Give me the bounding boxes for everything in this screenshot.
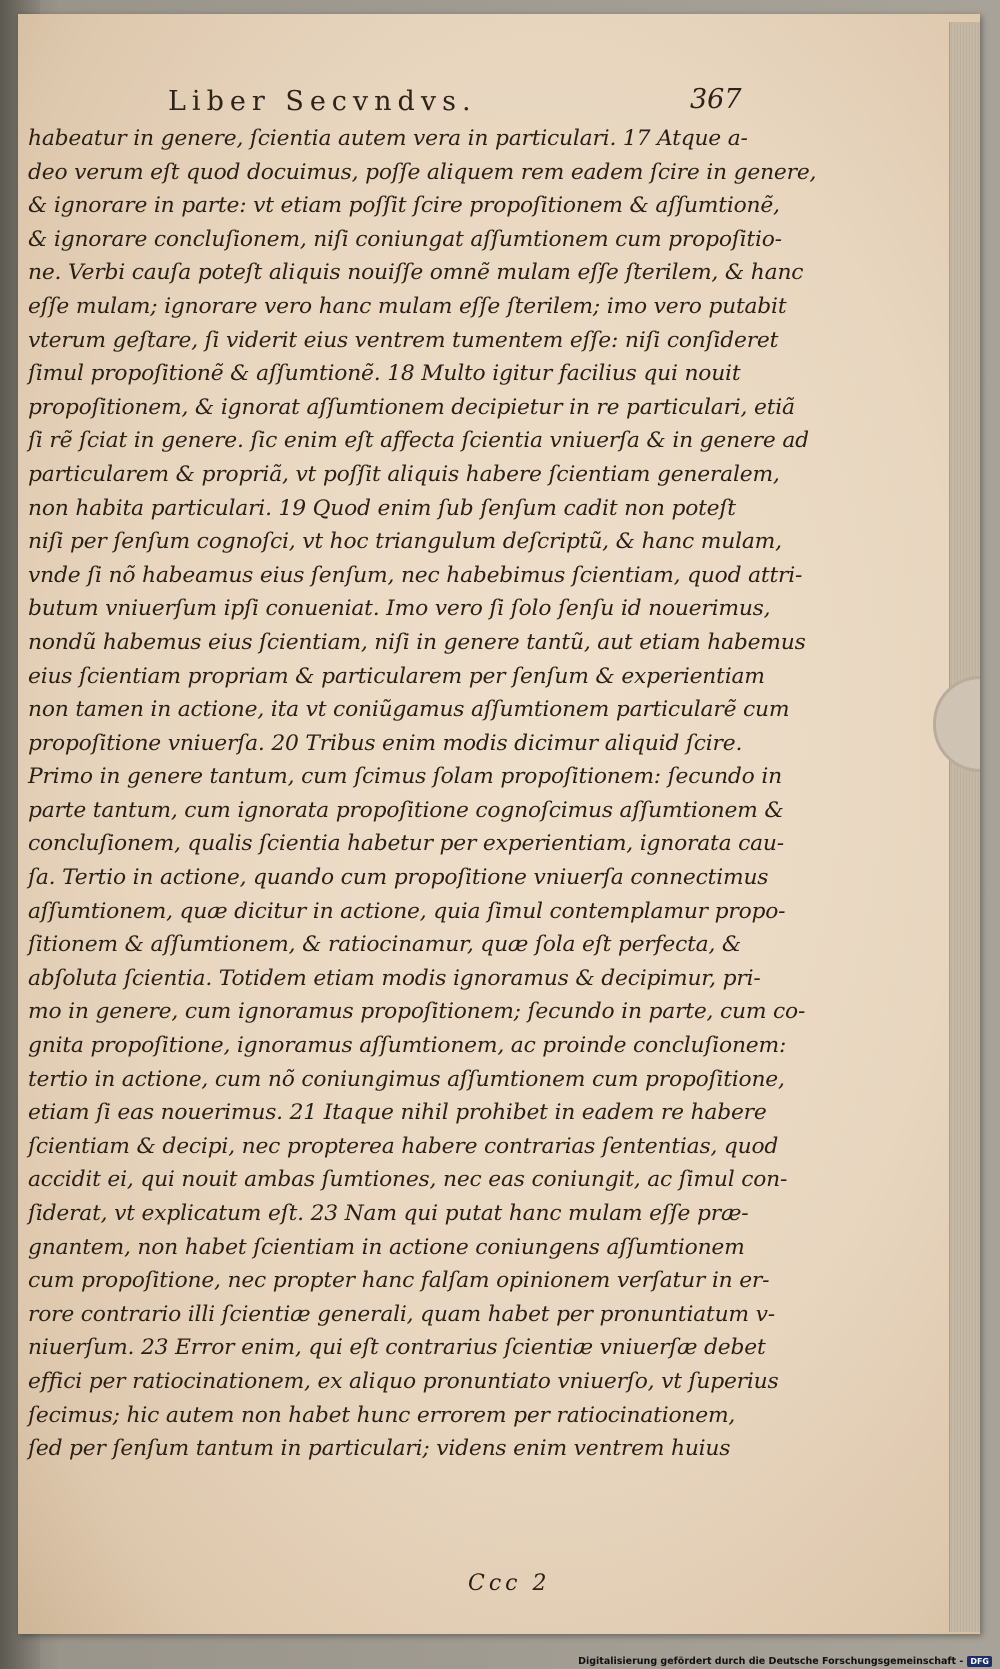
text-line: nondũ habemus eius ſcientiam, niſi in genere tantũ, aut etiam habemus: [28, 629, 806, 655]
text-line: rore contrario illi ſcientiæ generali, quam habet per pronuntiatum v-: [28, 1301, 775, 1327]
text-line: particularem & propriã, vt poſſit aliquis habere ſcientiam generalem,: [28, 461, 780, 487]
text-line: habeatur in genere, ſcientia autem vera in particulari. 17 Atque a-: [28, 126, 748, 151]
text-line: ſimul propoſitionẽ & aſſumtionẽ. 18 Multo igitur facilius qui nouit: [28, 361, 741, 387]
text-line: ſecimus; hic autem non habet hunc errorem per ratiocinationem,: [28, 1402, 736, 1428]
text-line: abſoluta ſcientia. Totidem etiam modis ignoramus & decipimur, pri-: [28, 965, 761, 991]
text-line: tertio in actione, cum nõ coniungimus aſſumtionem cum propoſitione,: [28, 1066, 785, 1092]
text-line: etiam ſi eas nouerimus. 21 Itaque nihil prohibet in eadem re habere: [28, 1100, 767, 1126]
text-line: ſitionem & aſſumtionem, & ratiocinamur, quæ ſola eſt perfecta, &: [28, 932, 742, 958]
text-line: aſſumtionem, quæ dicitur in actione, quia ſimul contemplamur propo-: [28, 898, 786, 924]
body-text: [28, 122, 817, 1466]
text-line: butum vniuerſum ipſi conueniat. Imo vero ſi ſolo ſenſu id nouerimus,: [28, 596, 771, 622]
text-line: & ignorare in parte: vt etiam poſſit ſcire propoſitionem & aſſumtionẽ,: [28, 193, 780, 219]
signature-mark: Ccc 2: [468, 1571, 551, 1596]
text-line: mo in genere, cum ignoramus propoſitionem; ſecundo in parte, cum co-: [28, 999, 806, 1025]
dfg-logo-icon: DFG: [967, 1656, 992, 1667]
text-line: ſed per ſenſum tantum in particulari; videns enim ventrem huius: [28, 1436, 731, 1462]
text-line: ſiderat, vt explicatum eſt. 23 Nam qui putat hanc mulam eſſe præ-: [28, 1201, 749, 1226]
text-line: effici per ratiocinationem, ex aliquo pronuntiato vniuerſo, vt ſuperius: [28, 1368, 779, 1394]
text-line: vterum geſtare, ſi viderit eius ventrem tumentem eſſe: niſi conſideret: [28, 327, 779, 353]
text-line: propoſitionem, & ignorat aſſumtionem decipietur in re particulari, etiã: [28, 394, 795, 420]
text-line: & ignorare concluſionem, niſi coniungat aſſumtionem cum propoſitio-: [28, 226, 782, 252]
text-line: concluſionem, qualis ſcientia habetur per experientiam, ignorata cau-: [28, 831, 784, 857]
text-line: propoſitione vniuerſa. 20 Tribus enim modis dicimur aliquid ſcire.: [28, 730, 743, 756]
text-line: niſi per ſenſum cognoſci, vt hoc triangulum deſcriptũ, & hanc mulam,: [28, 529, 782, 555]
footer-credit-text: Digitalisierung gefördert durch die Deutsche Forschungsgemeinschaft -: [578, 1656, 964, 1667]
text-line: cum propoſitione, nec propter hanc falſam opinionem verſatur in er-: [28, 1268, 770, 1294]
text-line: ſcientiam & decipi, nec propterea habere contrarias ſententias, quod: [28, 1133, 779, 1159]
page-fore-edge: [949, 22, 980, 1632]
page-number: 367: [690, 84, 742, 115]
text-line: parte tantum, cum ignorata propoſitione cognoſcimus aſſumtionem &: [28, 797, 784, 823]
text-line: non habita particulari. 19 Quod enim ſub ſenſum cadit non poteſt: [28, 495, 736, 521]
digitization-credit: [578, 1656, 992, 1667]
text-line: non tamen in actione, ita vt coniũgamus aſſumtionem particularẽ cum: [28, 697, 790, 723]
text-line: niuerſum. 23 Error enim, qui eſt contrarius ſcientiæ vniuerſæ debet: [28, 1335, 766, 1361]
text-line: ſi rẽ ſciat in genere. ſic enim eſt affecta ſcientia vniuerſa & in genere ad: [28, 428, 809, 454]
text-line: eius ſcientiam propriam & particularem per ſenſum & experientiam: [28, 663, 765, 689]
running-header: Liber Secvndvs.: [168, 86, 477, 117]
text-line: ne. Verbi cauſa poteſt aliquis nouiſſe omnẽ mulam eſſe ſterilem, & hanc: [28, 260, 804, 286]
text-line: accidit ei, qui nouit ambas ſumtiones, nec eas coniungit, ac ſimul con-: [28, 1167, 788, 1193]
text-line: eſſe mulam; ignorare vero hanc mulam eſſe ſterilem; imo vero putabit: [28, 293, 787, 319]
text-line: vnde ſi nõ habeamus eius ſenſum, nec habebimus ſcientiam, quod attri-: [28, 562, 803, 588]
text-line: Primo in genere tantum, cum ſcimus ſolam propoſitionem: ſecundo in: [28, 764, 782, 790]
text-line: gnantem, non habet ſcientiam in actione coniungens aſſumtionem: [28, 1234, 745, 1260]
clasp-ring-icon: [933, 676, 980, 772]
text-line: gnita propoſitione, ignoramus aſſumtionem, ac proinde concluſionem:: [28, 1033, 787, 1059]
text-line: ſa. Tertio in actione, quando cum propoſitione vniuerſa connectimus: [28, 865, 769, 891]
text-line: deo verum eſt quod docuimus, poſſe aliquem rem eadem ſcire in genere,: [28, 159, 817, 185]
